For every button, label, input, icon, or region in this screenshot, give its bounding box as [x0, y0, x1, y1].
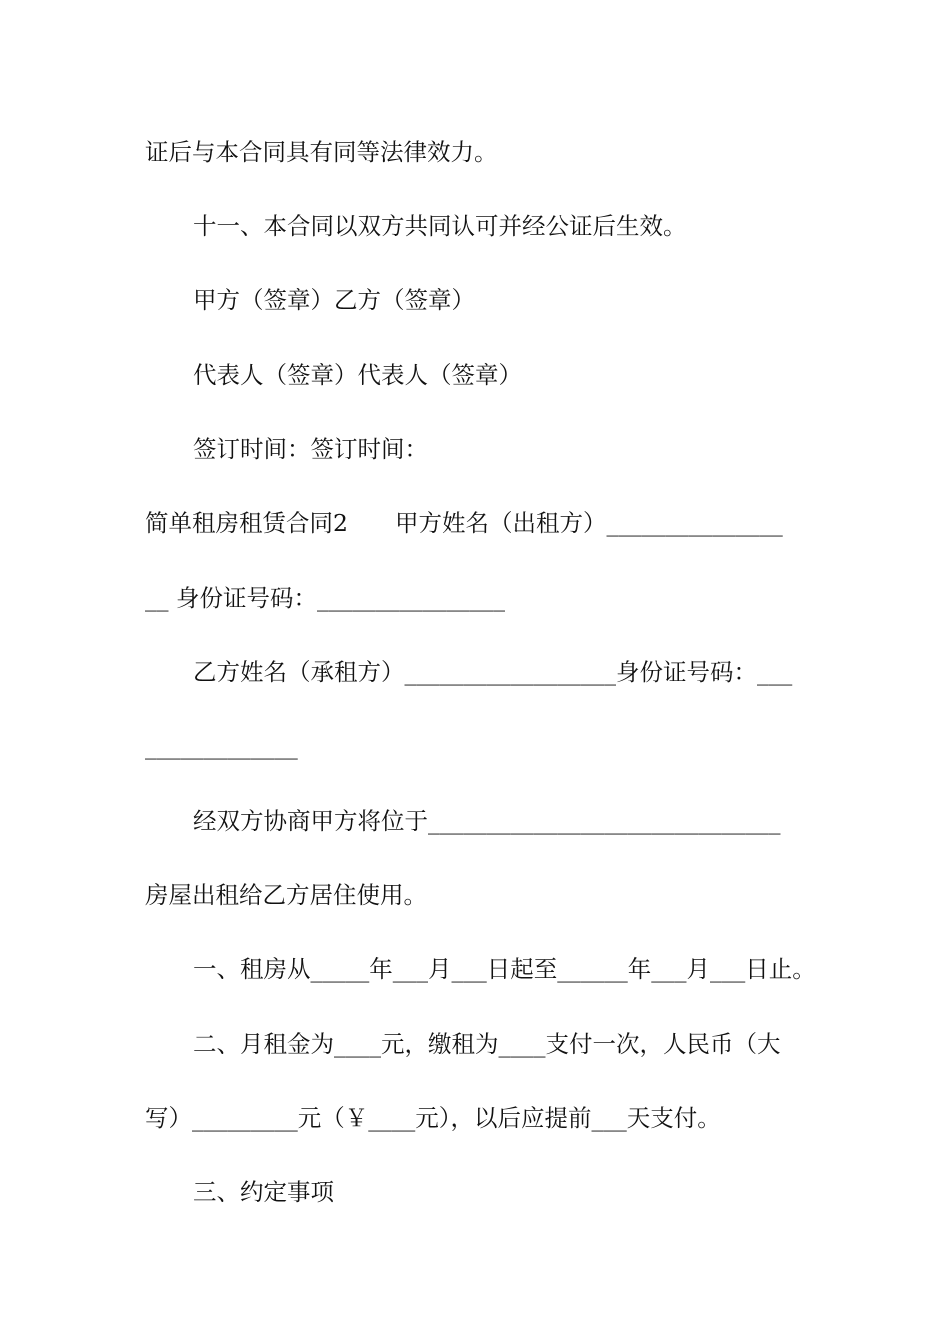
party-signature-line: 甲方（签章）乙方（签章） — [193, 286, 475, 314]
rent-amount-clause: 二、月租金为____元，缴租为____支付一次，人民币（大 — [193, 1030, 781, 1058]
representative-signature-line: 代表人（签章）代表人（签章） — [193, 361, 522, 389]
signing-date-line: 签订时间：签订时间： — [193, 435, 428, 463]
party-a-id-line: __ 身份证号码：________________ — [145, 584, 505, 612]
paragraph-line-1: 证后与本合同具有同等法律效力。 — [145, 138, 498, 166]
contract-title-and-party-a: 简单租房租赁合同2 甲方姓名（出租方）_______________ — [145, 509, 783, 537]
rental-period-clause: 一、租房从_____年___月___日起至______年___月___日止。 — [193, 955, 816, 983]
property-use-line: 房屋出租给乙方居住使用。 — [145, 881, 427, 909]
property-location-line: 经双方协商甲方将位于______________________________ — [193, 807, 781, 835]
party-b-id-continuation: _____________ — [145, 732, 298, 760]
agreed-matters-heading: 三、约定事项 — [193, 1178, 334, 1206]
party-b-line: 乙方姓名（承租方）__________________身份证号码：___ — [193, 658, 793, 686]
rent-payment-continuation: 写）_________元（￥____元），以后应提前___天支付。 — [145, 1104, 721, 1132]
clause-eleven: 十一、本合同以双方共同认可并经公证后生效。 — [193, 212, 687, 240]
